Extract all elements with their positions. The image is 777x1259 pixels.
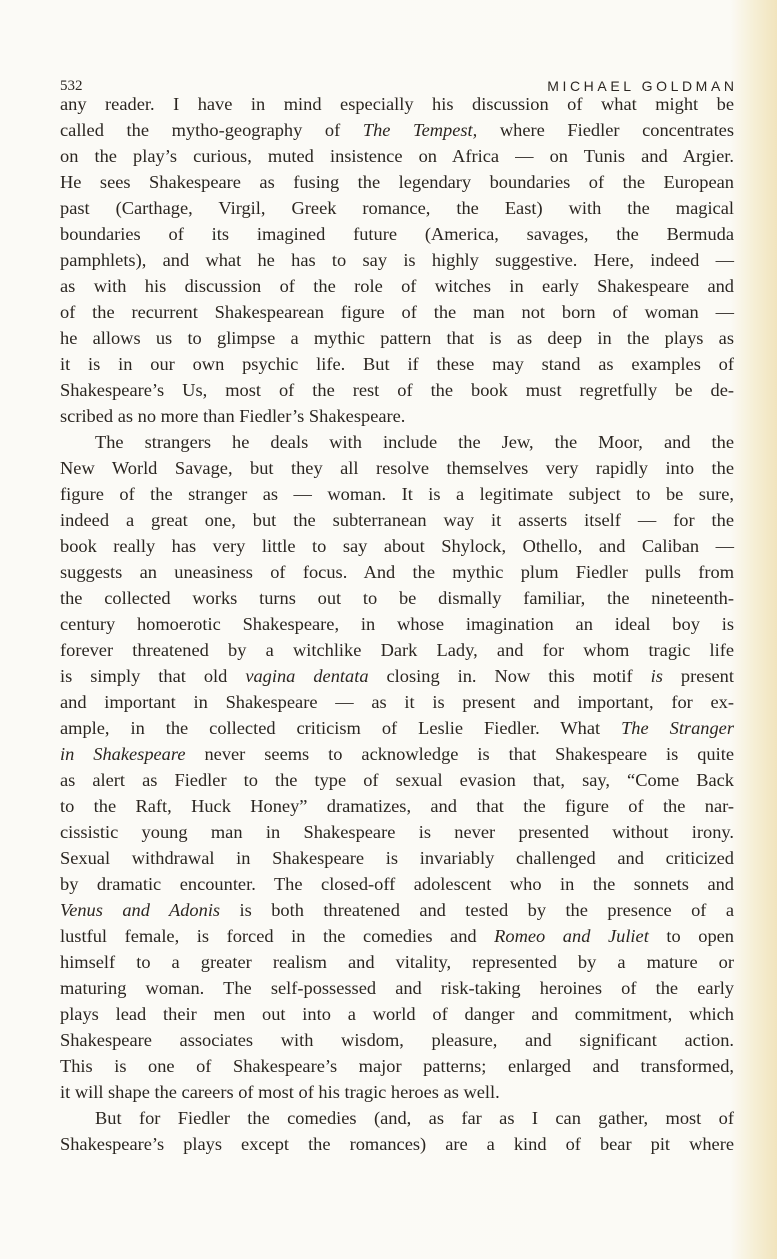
paragraph xyxy=(60,429,734,1105)
text-segment: indeed a great one, but the subterranean way it asserts itself — for the xyxy=(60,510,734,530)
italic-title-text: in Shakespeare xyxy=(60,744,186,764)
text-line xyxy=(60,897,734,923)
text-line xyxy=(60,819,734,845)
text-line xyxy=(60,585,734,611)
text-line xyxy=(60,611,734,637)
text-line xyxy=(60,455,734,481)
text-segment: Shakespeare’s Us, most of the rest of the book must regretfully be de- xyxy=(60,380,734,400)
text-segment: it will shape the careers of most of his tragic heroes as well. xyxy=(60,1082,500,1102)
text-segment: called the mytho-geography of xyxy=(60,120,363,140)
italic-title-text: The Stranger xyxy=(621,718,734,738)
text-segment: But for Fiedler the comedies (and, as far as I can gather, most of xyxy=(95,1108,734,1128)
text-line xyxy=(60,1053,734,1079)
text-line xyxy=(60,91,734,117)
text-line xyxy=(60,975,734,1001)
text-segment: as alert as Fiedler to the type of sexual evasion that, say, “Come Back xyxy=(60,770,734,790)
text-segment: to the Raft, Huck Honey” dramatizes, and that the figure of the nar- xyxy=(60,796,734,816)
running-head-author: MICHAEL GOLDMAN xyxy=(547,78,738,94)
italic-title-text: vagina dentata xyxy=(245,666,369,686)
text-line xyxy=(60,299,734,325)
text-line xyxy=(60,689,734,715)
text-line xyxy=(60,325,734,351)
text-line xyxy=(60,403,734,429)
text-line xyxy=(60,767,734,793)
text-segment: plays lead their men out into a world of danger and commitment, which xyxy=(60,1004,734,1024)
text-segment: to open xyxy=(648,926,734,946)
text-segment: is simply that old xyxy=(60,666,246,686)
text-line xyxy=(60,923,734,949)
text-segment: where Fiedler concentrates xyxy=(477,120,734,140)
text-segment: This is one of Shakespeare’s major patterns; enlarged and transformed, xyxy=(60,1056,734,1076)
text-line xyxy=(60,429,734,455)
text-segment: on the play’s curious, muted insistence on Africa — on Tunis and Argier. xyxy=(60,146,734,166)
text-line xyxy=(60,1131,734,1157)
text-line xyxy=(60,169,734,195)
text-line xyxy=(60,845,734,871)
text-segment: Shakespeare associates with wisdom, pleasure, and significant action. xyxy=(60,1030,734,1050)
text-line xyxy=(60,793,734,819)
text-segment: forever threatened by a witchlike Dark Lady, and for whom tragic life xyxy=(60,640,734,660)
text-line xyxy=(60,741,734,767)
text-line xyxy=(60,247,734,273)
text-line xyxy=(60,1105,734,1131)
text-segment: New World Savage, but they all resolve themselves very rapidly into the xyxy=(60,458,734,478)
text-line xyxy=(60,715,734,741)
italic-title-text: Venus and Adonis xyxy=(60,900,221,920)
text-segment: as with his discussion of the role of witches in early Shakespeare and xyxy=(60,276,734,296)
text-segment: he allows us to glimpse a mythic pattern that is as deep in the plays as xyxy=(60,328,734,348)
text-segment: lustful female, is forced in the comedies and xyxy=(60,926,495,946)
text-segment: of the recurrent Shakespearean figure of the man not born of woman — xyxy=(60,302,734,322)
text-line xyxy=(60,637,734,663)
text-segment: boundaries of its imagined future (America, savages, the Bermuda xyxy=(60,224,734,244)
text-segment: cissistic young man in Shakespeare is never presented without irony. xyxy=(60,822,734,842)
text-segment: book really has very little to say about Shylock, Othello, and Caliban — xyxy=(60,536,734,556)
text-line xyxy=(60,143,734,169)
text-segment: present xyxy=(662,666,734,686)
text-segment: Sexual withdrawal in Shakespeare is invariably challenged and criticized xyxy=(60,848,734,868)
text-line xyxy=(60,949,734,975)
paragraph xyxy=(60,91,734,429)
text-segment: figure of the stranger as — woman. It is a legitimate subject to be sure, xyxy=(60,484,734,504)
text-segment: scribed as no more than Fiedler’s Shakespeare. xyxy=(60,406,406,426)
text-segment: suggests an uneasiness of focus. And the mythic plum Fiedler pulls from xyxy=(60,562,734,582)
text-segment: century homoerotic Shakespeare, in whose imagination an ideal boy is xyxy=(60,614,734,634)
text-line xyxy=(60,1001,734,1027)
text-segment: never seems to acknowledge is that Shakespeare is quite xyxy=(185,744,734,764)
text-segment: closing in. Now this motif xyxy=(368,666,651,686)
text-line xyxy=(60,221,734,247)
text-line xyxy=(60,1079,734,1105)
page-number: 532 xyxy=(60,78,83,94)
text-segment: pamphlets), and what he has to say is highly suggestive. Here, indeed — xyxy=(60,250,734,270)
text-line xyxy=(60,559,734,585)
text-line xyxy=(60,1027,734,1053)
text-line xyxy=(60,195,734,221)
text-segment: the collected works turns out to be dismally familiar, the nineteenth- xyxy=(60,588,734,608)
text-segment: ample, in the collected criticism of Leslie Fiedler. What xyxy=(60,718,622,738)
text-segment: is both threatened and tested by the presence of a xyxy=(220,900,734,920)
text-line xyxy=(60,273,734,299)
text-segment: by dramatic encounter. The closed-off adolescent who in the sonnets and xyxy=(60,874,734,894)
text-line xyxy=(60,507,734,533)
italic-title-text: The Tempest, xyxy=(362,120,478,140)
text-line xyxy=(60,117,734,143)
paragraph xyxy=(60,1105,734,1157)
text-segment: The strangers he deals with include the Jew, the Moor, and the xyxy=(95,432,734,452)
text-segment: maturing woman. The self-possessed and risk-taking heroines of the early xyxy=(60,978,734,998)
text-segment: any reader. I have in mind especially his discussion of what might be xyxy=(60,94,734,114)
body-text xyxy=(60,91,734,1157)
text-line xyxy=(60,871,734,897)
text-line xyxy=(60,351,734,377)
text-segment: it is in our own psychic life. But if these may stand as examples of xyxy=(60,354,734,374)
italic-title-text: Romeo and Juliet xyxy=(494,926,649,946)
text-segment: past (Carthage, Virgil, Greek romance, the East) with the magical xyxy=(60,198,734,218)
text-line xyxy=(60,377,734,403)
text-segment: Shakespeare’s plays except the romances) are a kind of bear pit where xyxy=(60,1134,734,1154)
text-line xyxy=(60,533,734,559)
text-segment: and important in Shakespeare — as it is present and important, for ex- xyxy=(60,692,734,712)
italic-title-text: is xyxy=(650,666,663,686)
text-line xyxy=(60,663,734,689)
text-line xyxy=(60,481,734,507)
text-segment: He sees Shakespeare as fusing the legendary boundaries of the European xyxy=(60,172,734,192)
text-segment: himself to a greater realism and vitality, represented by a mature or xyxy=(60,952,734,972)
